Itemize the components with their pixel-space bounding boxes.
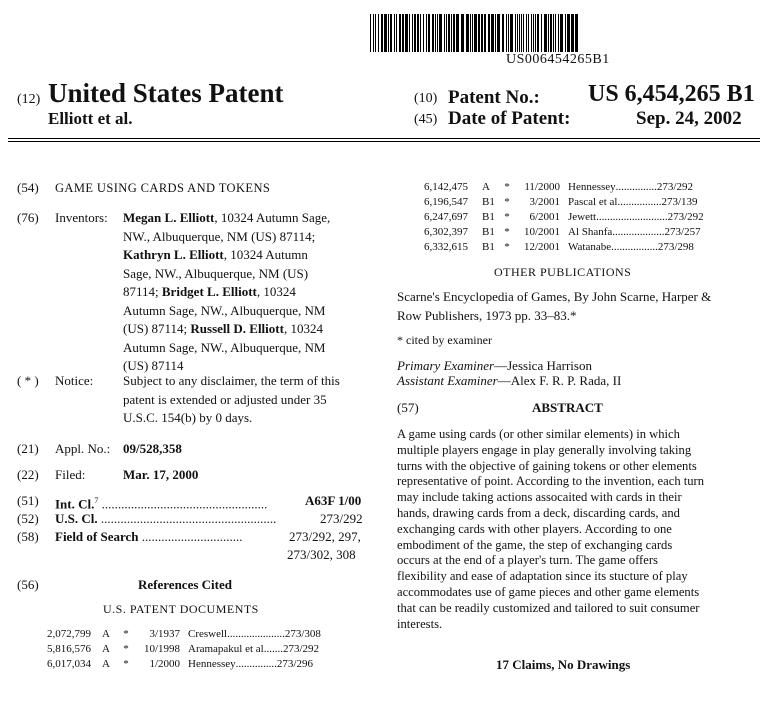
barcode-bar	[394, 14, 395, 52]
field-value: 273/292, 297,	[287, 528, 361, 547]
barcode-bar	[370, 14, 371, 52]
barcode-bar	[535, 14, 536, 52]
refs-title: References Cited	[138, 577, 232, 592]
reference-row: 5,816,576 A * 10/1998 Aramapakul et al.......273/292	[47, 643, 320, 655]
header-divider-bottom	[8, 141, 760, 142]
barcode-bar	[399, 14, 401, 52]
barcode-bar	[420, 14, 421, 52]
refs-code: (56)	[17, 577, 39, 592]
appl-code: (21)	[17, 441, 39, 456]
patent-no-code: (10)	[414, 91, 438, 106]
barcode-bar	[388, 14, 389, 52]
barcode-bar	[402, 14, 404, 52]
cited-by-examiner: * cited by examiner	[397, 333, 492, 347]
barcode-bar	[575, 14, 578, 52]
appl-label: Appl. No.:	[55, 441, 111, 456]
right-refs-list	[424, 180, 754, 255]
barcode-bar	[531, 14, 532, 52]
barcode-bar	[544, 14, 547, 52]
barcode-bar	[448, 14, 450, 52]
abstract-code: (57)	[397, 400, 419, 415]
notice-text: Subject to any disclaimer, the term of this patent is extended or adjusted under 35 U.S.C. 154(b) by 0 days.	[123, 373, 340, 425]
barcode-bar	[553, 14, 554, 52]
barcode-bar	[412, 14, 413, 52]
barcode-bar	[417, 14, 419, 52]
barcode-bar	[567, 14, 570, 52]
barcode-bar	[428, 14, 430, 52]
reference-row: 6,302,397 B1 * 10/2001 Al Shanfa...................273/257	[424, 226, 701, 238]
barcode-bar	[451, 14, 452, 52]
barcode-bar	[526, 14, 527, 52]
inventor-line: Sage, NW., Albuquerque, NM (US)	[123, 265, 309, 281]
inventor-short: Elliott et al.	[48, 109, 133, 128]
inventor-line: Kathryn L. Elliott, 10324 Autumn	[123, 247, 308, 262]
header-divider-top	[8, 138, 760, 139]
barcode-bar	[439, 14, 442, 52]
barcode-bar	[558, 14, 559, 52]
barcode-bar	[426, 14, 427, 52]
inventor-line: Megan L. Elliott, 10324 Autumn Sage,	[123, 210, 331, 225]
assistant-examiner: Assistant Examiner—Alex F. R. P. Rada, II	[397, 373, 622, 388]
inventors-list	[123, 209, 373, 376]
inventor-line: 87114; Bridget L. Elliott, 10324	[123, 284, 296, 299]
barcode-bar	[456, 14, 459, 52]
other-pubs-title: OTHER PUBLICATIONS	[494, 265, 632, 279]
other-pubs-text: Scarne's Encyclopedia of Games, By John Scarne, Harper & Row Publishers, 1973 pp. 33–83.*	[397, 289, 712, 323]
inventor-line: (US) 87114	[123, 358, 184, 373]
intcl-code: (51)	[17, 493, 39, 508]
invention-title: GAME USING CARDS AND TOKENS	[55, 181, 271, 195]
barcode-bar	[444, 14, 445, 52]
barcode-bar	[437, 14, 438, 52]
claims-summary: 17 Claims, No Drawings	[496, 657, 631, 672]
barcode-bar	[484, 14, 486, 52]
barcode-bar	[453, 14, 455, 52]
barcode-bar	[550, 14, 552, 52]
barcode-bar	[384, 14, 387, 52]
reference-row: 6,247,697 B1 * 6/2001 Jewett..........................273/292	[424, 211, 704, 223]
filed-label: Filed:	[55, 467, 86, 482]
barcode-bar	[508, 14, 509, 52]
barcode-bar	[519, 14, 520, 52]
field-value-cont: 273/302, 308	[287, 547, 356, 562]
inventor-line: Autumn Sage, NW., Albuquerque, NM	[123, 339, 326, 355]
barcode-bar	[548, 14, 549, 52]
barcode-bar	[497, 14, 500, 52]
barcode-bar	[375, 14, 376, 52]
patent-no-label: Patent No.:	[448, 87, 540, 108]
notice-code: ( * )	[17, 373, 39, 388]
patent-no-value: US 6,454,265 B1	[588, 81, 755, 107]
barcode-bar	[409, 14, 410, 52]
barcode-bar	[446, 14, 447, 52]
uscl-line: U.S. Cl. ......................................................	[55, 511, 277, 526]
patent-title: United States Patent	[48, 78, 284, 108]
barcode-bar	[506, 14, 507, 52]
barcode-number: US006454265B1	[506, 52, 610, 67]
inventor-line: Autumn Sage, NW., Albuquerque, NM	[123, 302, 326, 318]
barcode-bar	[502, 14, 504, 52]
primary-examiner: Primary Examiner—Jessica Harrison	[397, 358, 592, 373]
uscl-value: 273/292	[318, 510, 363, 529]
barcode-bar	[515, 14, 516, 52]
barcode-bar	[373, 14, 374, 52]
barcode-bar	[523, 14, 524, 52]
barcode-bar	[488, 14, 490, 52]
barcode-bar	[381, 14, 383, 52]
barcode-bar	[390, 14, 392, 52]
date-code: (45)	[414, 112, 438, 127]
barcode-bar	[537, 14, 539, 52]
barcode-bar	[510, 14, 513, 52]
title-code: (54)	[17, 180, 39, 195]
appl-value: 09/528,358	[123, 441, 182, 456]
field-line: Field of Search ...............................	[55, 529, 243, 544]
barcode-bar	[474, 14, 477, 52]
barcode-bar	[565, 14, 566, 52]
filed-code: (22)	[17, 467, 39, 482]
barcode-bar	[528, 14, 529, 52]
reference-row: 6,332,615 B1 * 12/2001 Watanabe.................273/298	[424, 241, 694, 253]
barcode-bar	[571, 14, 574, 52]
abstract-body: A game using cards (or other similar elements) in which multiple players engage in play generally involving taking turns with the objective of gaining tokens or other elements representative of point. According to the invention, each turn may include taking actions assocaited with cards in their hands, drawing cards from a deck, discarding cards, and exchanging cards with other players. According to one embodiment of the game, the step of exchanging cards occurs at the end of a player's turn. The game offers flexibility and ease of adaptation since its stucture of play accommodates use of game pieces and other game elements that can be readily customized and tailored to suit consumer interests.	[397, 427, 705, 631]
barcode-bar	[521, 14, 522, 52]
barcode-bar	[461, 14, 464, 52]
inventor-name: Kathryn L. Elliott	[123, 247, 224, 262]
barcode-bar	[517, 14, 518, 52]
inventor-line: (US) 87114; Russell D. Elliott, 10324	[123, 321, 323, 336]
left-refs-list	[47, 627, 377, 672]
refs-subtitle: U.S. PATENT DOCUMENTS	[103, 602, 259, 616]
inventor-line: NW., Albuquerque, NM (US) 87114;	[123, 228, 316, 244]
inventors-label: Inventors:	[55, 210, 108, 225]
barcode-bar	[472, 14, 473, 52]
inventor-name: Megan L. Elliott	[123, 210, 215, 225]
date-value: Sep. 24, 2002	[636, 108, 742, 129]
barcode-bar	[478, 14, 480, 52]
intcl-line: Int. Cl.$^7$ ...................................................	[55, 496, 268, 512]
barcode-bar	[435, 14, 436, 52]
reference-row: 2,072,799 A * 3/1937 Creswell.....................273/308	[47, 628, 321, 640]
barcode-bar	[495, 14, 496, 52]
barcode-bar	[414, 14, 416, 52]
barcode-bar	[423, 14, 424, 52]
barcode	[370, 14, 580, 52]
barcode-bar	[396, 14, 397, 52]
barcode-bar	[555, 14, 556, 52]
barcode-bar	[481, 14, 483, 52]
filed-value: Mar. 17, 2000	[123, 467, 199, 482]
barcode-bar	[466, 14, 469, 52]
inventor-name: Russell D. Elliott	[190, 321, 284, 336]
intcl-value: A63F 1/00	[303, 492, 361, 511]
barcode-bar	[533, 14, 534, 52]
inventors-code: (76)	[17, 210, 39, 225]
barcode-bar	[432, 14, 434, 52]
barcode-bar	[405, 14, 408, 52]
reference-row: 6,017,034 A * 1/2000 Hennessey...............273/296	[47, 658, 313, 670]
date-label: Date of Patent:	[448, 108, 571, 129]
uscl-code: (52)	[17, 511, 39, 526]
field-code: (58)	[17, 529, 39, 544]
reference-row: 6,196,547 B1 * 3/2001 Pascal et al................273/139	[424, 196, 698, 208]
reference-row: 6,142,475 A * 11/2000 Hennessey...............273/292	[424, 181, 693, 193]
kind-code: (12)	[17, 92, 41, 107]
notice-label: Notice:	[55, 373, 94, 388]
barcode-bar	[378, 14, 379, 52]
inventor-name: Bridget L. Elliott	[161, 284, 257, 299]
abstract-title: ABSTRACT	[532, 400, 603, 415]
barcode-bar	[491, 14, 494, 52]
barcode-bar	[560, 14, 563, 52]
barcode-bar	[541, 14, 542, 52]
barcode-bar	[470, 14, 471, 52]
